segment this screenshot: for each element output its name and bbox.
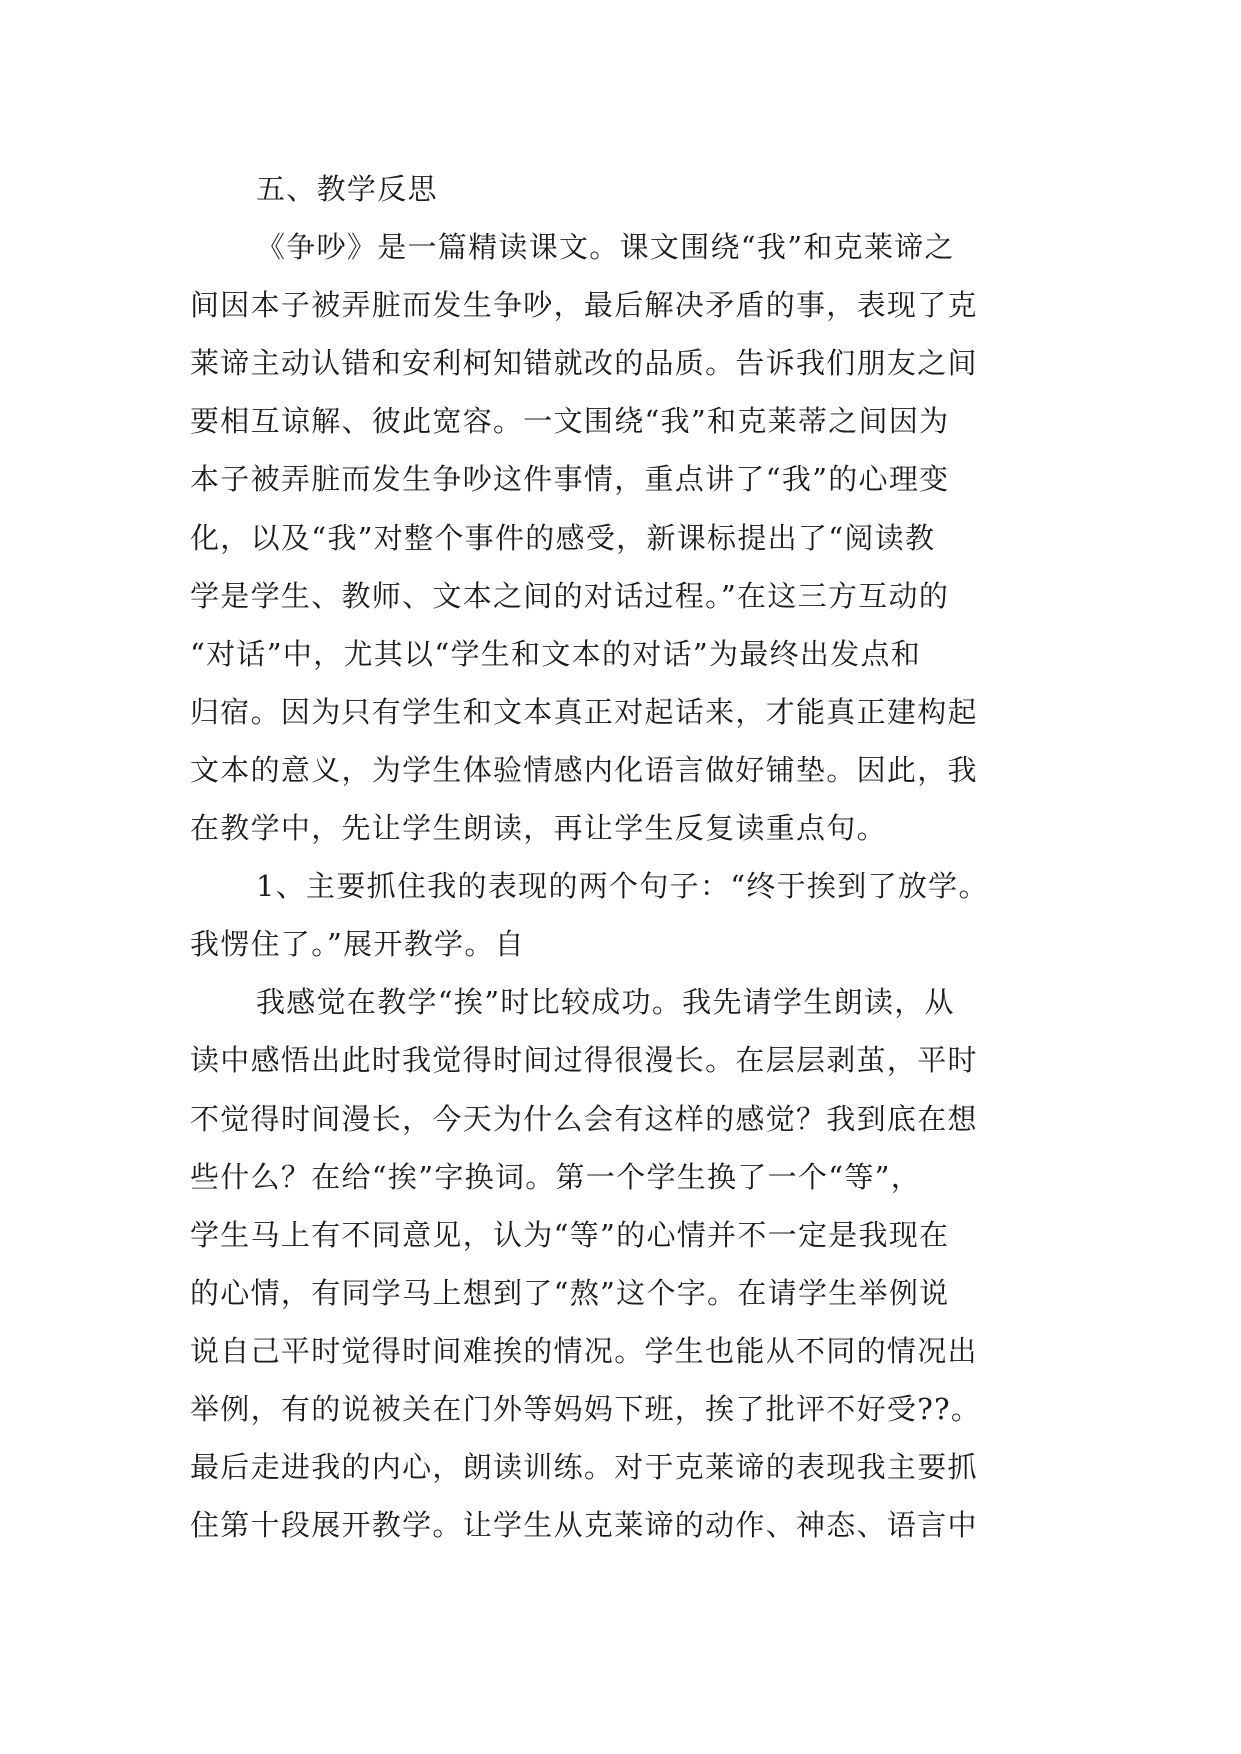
- text-line: 要相互谅解、彼此宽容。一文围绕“我”和克莱蒂之间因为: [190, 404, 950, 439]
- section-heading: 五、教学反思: [256, 172, 438, 206]
- text-line: 归宿。因为只有学生和文本真正对起话来，才能真正建构起: [190, 694, 978, 729]
- text-line: 学是学生、教师、文本之间的对话过程。”在这三方互动的: [190, 578, 950, 613]
- text-line: 读中感悟出此时我觉得时间过得很漫长。在层层剥茧，平时: [190, 1043, 978, 1078]
- text-line: “对话”中，尤其以“学生和文本的对话”为最终出发点和: [190, 636, 922, 671]
- text-line: 住第十段展开教学。让学生从克莱谛的动作、神态、语言中: [190, 1508, 978, 1543]
- text-line: 不觉得时间漫长，今天为什么会有这样的感觉？我到底在想: [190, 1101, 978, 1136]
- text-line: 化，以及“我”对整个事件的感受，新课标提出了“阅读教: [190, 520, 936, 555]
- text-line: 《争吵》是一篇精读课文。课文围绕“我”和克莱谛之: [256, 230, 955, 265]
- text-line: 在教学中，先让学生朗读，再让学生反复读重点句。: [190, 811, 887, 846]
- text-line: 的心情，有同学马上想到了“熬”这个字。在请学生举例说: [190, 1275, 950, 1310]
- text-line: 1、主要抓住我的表现的两个句子：“终于挨到了放学。: [256, 869, 989, 904]
- text-line: 我愣住了。”展开教学。自: [190, 927, 525, 962]
- document-body: [190, 160, 1050, 1554]
- text-line: 间因本子被弄脏而发生争吵，最后解决矛盾的事，表现了克: [190, 288, 978, 323]
- text-line: 些什么？在给“挨”字换词。第一个学生换了一个“等”，: [190, 1159, 922, 1194]
- text-line: 说自己平时觉得时间难挨的情况。学生也能从不同的情况出: [190, 1333, 978, 1368]
- text-line: 本子被弄脏而发生争吵这件事情，重点讲了“我”的心理变: [190, 462, 950, 497]
- text-line: 学生马上有不同意见，认为“等”的心情并不一定是我现在: [190, 1217, 950, 1252]
- text-line: 文本的意义，为学生体验情感内化语言做好铺垫。因此，我: [190, 752, 978, 787]
- text-line: 举例，有的说被关在门外等妈妈下班，挨了批评不好受??。: [190, 1391, 982, 1426]
- text-line: 最后走进我的内心，朗读训练。对于克莱谛的表现我主要抓: [190, 1450, 978, 1485]
- text-line: 我感觉在教学“挨”时比较成功。我先请学生朗读，从: [256, 985, 955, 1020]
- text-line: 莱谛主动认错和安利柯知错就改的品质。告诉我们朋友之间: [190, 346, 978, 381]
